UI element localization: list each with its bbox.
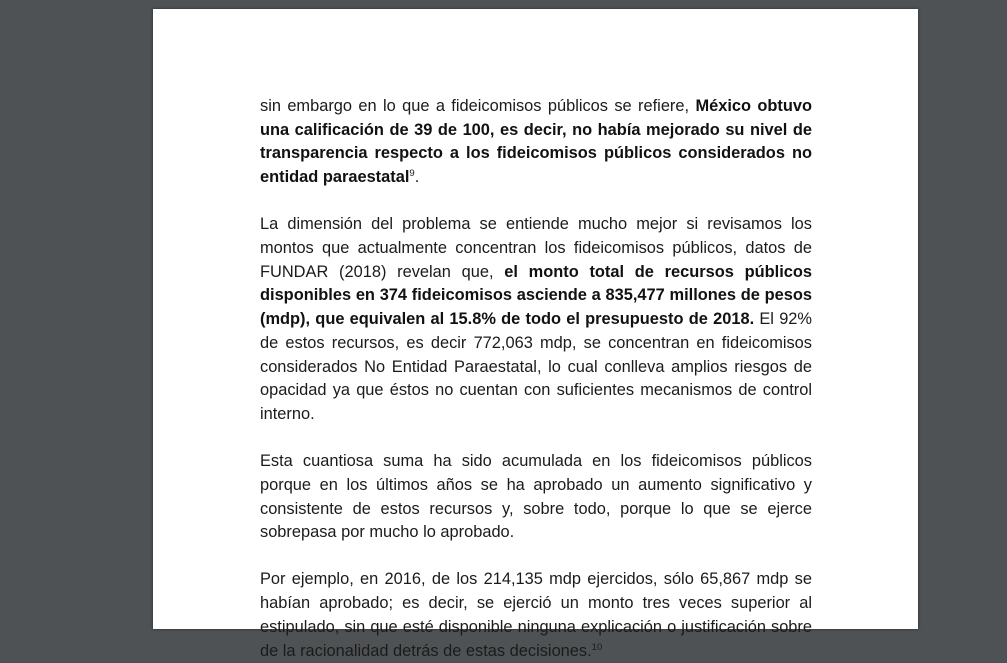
text-run: .: [414, 168, 420, 187]
text-run: sin embargo en lo que a fideicomisos públicos se refiere,: [260, 97, 696, 115]
paragraph-4: [260, 568, 812, 663]
paragraph-3: [260, 450, 812, 545]
text-run: El 92% de estos recursos, es decir 772,063 mdp, se concentran en fideicomisos considerados No Entidad Paraestatal, lo cual conlleva amplios riesgos de opacidad ya que éstos no cuentan con suficientes mecanismos de control interno.: [260, 310, 812, 423]
text-run: Por ejemplo, en 2016, de los 214,135 mdp ejercidos, sólo 65,867 mdp se habían aprobado; es decir, se ejerció un monto tres veces superior al estipulado, sin que esté disponible ninguna explicación o justificación sobre de la racionalidad detrás de estas decisiones.: [260, 570, 812, 660]
bold-text-run: el monto total de recursos públicos disponibles en 374 fideicomisos asciende a 835,477 millones de pesos (mdp), que equivalen al 15.8% de todo el presupuesto de 2018.: [260, 262, 812, 329]
text-run: La dimensión del problema se entiende mucho mejor si revisamos los montos que actualmente concentran los fideicomisos públicos, datos de FUNDAR (2018) revelan que,: [260, 215, 812, 281]
footnote-ref-10[interactable]: 10: [591, 641, 603, 653]
bold-text-run: México obtuvo una calificación de 39 de 100, es decir, no había mejorado su nivel de transparencia respecto a los fideicomisos públicos considerados no entidad paraestatal: [260, 97, 812, 187]
footnote-ref-9[interactable]: 9: [409, 168, 415, 180]
text-run: Esta cuantiosa suma ha sido acumulada en los fideicomisos públicos porque en los últimos años se ha aprobado un aumento significativo y consistente de estos recursos y, sobre todo, porque lo que se ejerce sobrepasa por mucho lo aprobado.: [260, 452, 812, 542]
document-page: [153, 9, 918, 660]
paragraph-1: [260, 95, 812, 190]
paragraph-2: [260, 213, 812, 426]
page-content: [260, 95, 812, 663]
